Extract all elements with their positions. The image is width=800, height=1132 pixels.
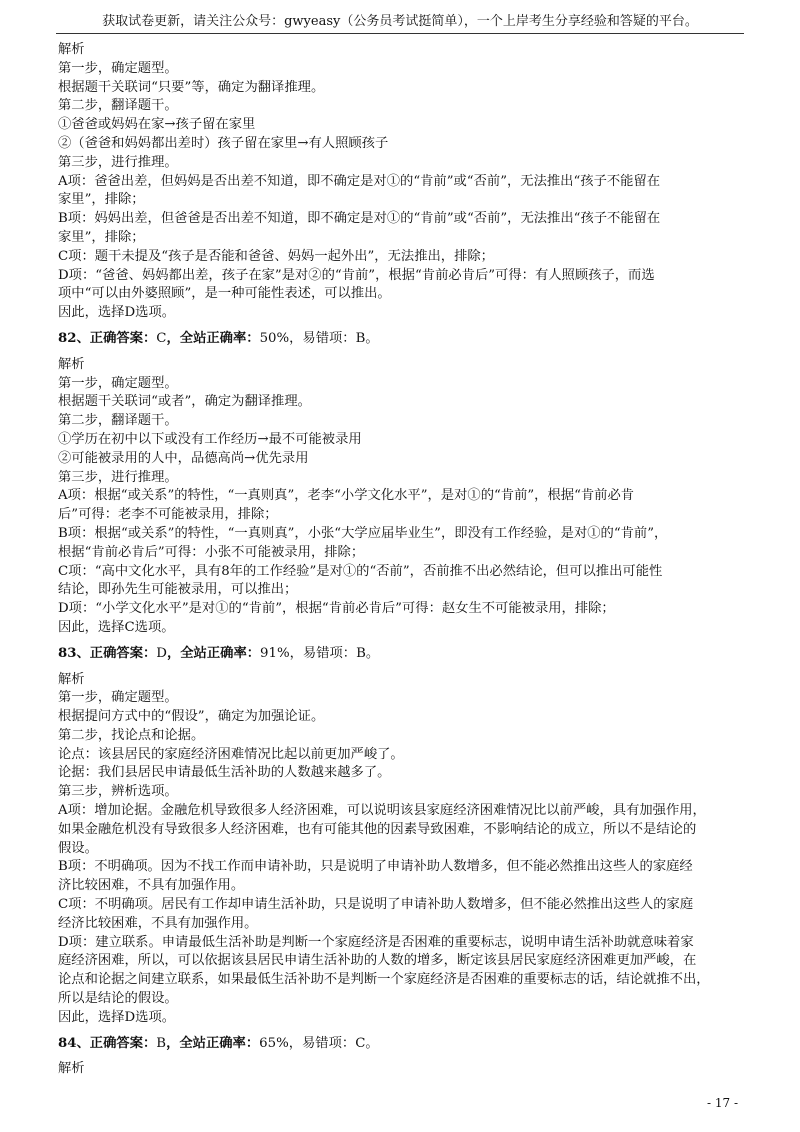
explanation-line: 济比较困难，不具有加强作用。 bbox=[58, 878, 245, 894]
accuracy-label: ，全站正确率： bbox=[166, 645, 261, 661]
explanation-line: ②可能被录用的人中，品德高尚→优先录用 bbox=[58, 450, 309, 466]
explanation-line: 第三步，进行推理。 bbox=[58, 469, 178, 485]
explanation-line: C项：不明确项。居民有工作却申请生活补助，只是说明了申请补助人数增多，但不能必然推出这些人的家庭 bbox=[58, 897, 694, 913]
answer-choice: B bbox=[156, 1035, 167, 1051]
explanation-line: 第三步，进行推理。 bbox=[58, 154, 178, 170]
answer-number-label: 82、正确答案： bbox=[58, 330, 157, 346]
page-header-notice: 获取试卷更新，请关注公众号：gwyeasy（公务员考试挺简单），一个上岸考生分享经验和答疑的平台。 bbox=[102, 14, 698, 29]
spacer bbox=[58, 323, 748, 330]
answer-explanation-block bbox=[58, 41, 748, 323]
answer-number-label: 83、正确答案： bbox=[58, 645, 157, 661]
explanation-line: 第二步，翻译题干。 bbox=[58, 413, 178, 429]
explanation-line: 第二步，找论点和论据。 bbox=[58, 727, 205, 743]
analysis-heading: 解析 bbox=[58, 42, 85, 57]
explanation-line: C项：题干未提及“孩子是否能和爸爸、妈妈一起外出”，无法推出，排除； bbox=[58, 248, 494, 264]
spacer bbox=[58, 638, 748, 645]
explanation-line: A项：增加论据。金融危机导致很多人经济困难，可以说明该县家庭经济困难情况比以前严峻，具有加强作用， bbox=[58, 803, 706, 819]
explanation-line: 所以是结论的假设。 bbox=[58, 991, 178, 1007]
explanation-line: 经济比较困难，不具有加强作用。 bbox=[58, 915, 258, 931]
spacer bbox=[58, 1028, 748, 1035]
document-body bbox=[58, 41, 748, 1079]
answer-explanation-block bbox=[58, 1028, 748, 1080]
answer-line bbox=[58, 330, 748, 349]
accuracy-and-error-choice: 50%，易错项：B。 bbox=[259, 330, 379, 346]
analysis-heading: 解析 bbox=[58, 671, 85, 687]
answer-explanation-block bbox=[58, 638, 748, 1028]
answer-choice: D bbox=[156, 645, 167, 661]
answer-explanation-block bbox=[58, 323, 748, 638]
accuracy-label: ，全站正确率： bbox=[166, 330, 260, 346]
spacer bbox=[58, 349, 748, 356]
answer-choice: C bbox=[156, 330, 167, 346]
explanation-line: 论据：我们县居民申请最低生活补助的人数越来越多了。 bbox=[58, 765, 391, 781]
explanation-line: 假设。 bbox=[58, 840, 98, 856]
explanation-line: A项：根据“或关系”的特性，“一真则真”，老李“小学文化水平”，是对①的“肯前”，根据“肯前必肯 bbox=[58, 488, 635, 504]
explanation-line: 如果金融危机没有导致很多人经济困难，也有可能其他的因素导致困难，不影响结论的成立，所以不是结论的 bbox=[58, 821, 697, 837]
explanation-line: 第三步，辨析选项。 bbox=[58, 784, 178, 800]
explanation-line: 结论，即孙先生可能被录用，可以推出； bbox=[58, 582, 298, 598]
explanation-line: 因此，选择D选项。 bbox=[58, 305, 176, 321]
explanation-line: ①爸爸或妈妈在家→孩子留在家里 bbox=[58, 117, 256, 133]
analysis-heading: 解析 bbox=[58, 1061, 85, 1077]
explanation-line: 项中“可以由外婆照顾”，是一种可能性表述，可以推出。 bbox=[58, 286, 391, 302]
explanation-line: D项：建立联系。申请最低生活补助是判断一个家庭经济是否困难的重要标志，说明申请生活补助就意味着家 bbox=[58, 934, 694, 950]
answer-line bbox=[58, 1035, 748, 1054]
explanation-line: 因此，选择C选项。 bbox=[58, 619, 175, 635]
explanation-line: 根据提问方式中的“假设”，确定为加强论证。 bbox=[58, 709, 325, 725]
explanation-line: 第一步，确定题型。 bbox=[58, 375, 178, 391]
explanation-line: 庭经济困难，所以，可以依据该县居民申请生活补助的人数的增多，断定该县居民家庭经济困难更加严峻，在 bbox=[58, 953, 697, 969]
explanation-line: 第一步，确定题型。 bbox=[58, 690, 178, 706]
explanation-line: 因此，选择D选项。 bbox=[58, 1009, 176, 1025]
explanation-line: 后”可得：老李不可能被录用，排除； bbox=[58, 507, 278, 523]
page-number: - 17 - bbox=[706, 1096, 738, 1110]
explanation-line: 根据题干关联词“只要”等，确定为翻译推理。 bbox=[58, 79, 325, 95]
explanation-line: B项：不明确项。因为不找工作而申请补助，只是说明了申请补助人数增多，但不能必然推出这些人的家庭经 bbox=[58, 859, 693, 875]
explanation-line: 第一步，确定题型。 bbox=[58, 60, 178, 76]
explanation-line: 根据题干关联词“或者”，确定为翻译推理。 bbox=[58, 394, 311, 410]
explanation-line: B项：妈妈出差，但爸爸是否出差不知道，即不确定是对①的“肯前”或“否前”，无法推出“孩子不能留在 bbox=[58, 211, 661, 227]
accuracy-and-error-choice: 91%，易错项：B。 bbox=[260, 645, 380, 661]
explanation-line: C项：“高中文化水平，具有8年的工作经验”是对①的“否前”，否前推不出必然结论，但可以推出可能性 bbox=[58, 563, 663, 579]
answer-line bbox=[58, 645, 748, 664]
explanation-line: 家里”，排除； bbox=[58, 229, 145, 245]
accuracy-label: ，全站正确率： bbox=[166, 1035, 260, 1051]
explanation-line: D项：“爸爸、妈妈都出差，孩子在家”是对②的“肯前”，根据“肯前必肯后”可得：有人照顾孩子，而选 bbox=[58, 267, 655, 283]
explanation-line: A项：爸爸出差，但妈妈是否出差不知道，即不确定是对①的“肯前”或“否前”，无法推出“孩子不能留在 bbox=[58, 173, 661, 189]
explanation-line: 论点：该县居民的家庭经济困难情况比起以前更加严峻了。 bbox=[58, 746, 404, 762]
explanation-line: 第二步，翻译题干。 bbox=[58, 98, 178, 114]
analysis-heading: 解析 bbox=[58, 356, 85, 372]
spacer bbox=[58, 1053, 748, 1060]
explanation-line: B项：根据“或关系”的特性，“一真则真”，小张“大学应届毕业生”，即没有工作经验，是对①的“肯前”， bbox=[58, 525, 668, 541]
explanation-line: 论点和论据之间建立联系，如果最低生活补助不是判断一个家庭经济是否困难的重要标志的话，结论就推不出， bbox=[58, 972, 710, 988]
explanation-line: 根据“肯前必肯后”可得：小张不可能被录用，排除； bbox=[58, 544, 365, 560]
header-divider bbox=[56, 33, 744, 34]
explanation-line: D项：“小学文化水平”是对①的“肯前”，根据“肯前必肯后”可得：赵女生不可能被录用，排除； bbox=[58, 601, 615, 617]
explanation-line: ②（爸爸和妈妈都出差时）孩子留在家里→有人照顾孩子 bbox=[58, 135, 389, 151]
accuracy-and-error-choice: 65%，易错项：C。 bbox=[259, 1035, 379, 1051]
explanation-line: ①学历在初中以下或没有工作经历→最不可能被录用 bbox=[58, 431, 362, 447]
spacer bbox=[58, 664, 748, 671]
explanation-line: 家里”，排除； bbox=[58, 192, 145, 208]
answer-number-label: 84、正确答案： bbox=[58, 1035, 157, 1051]
